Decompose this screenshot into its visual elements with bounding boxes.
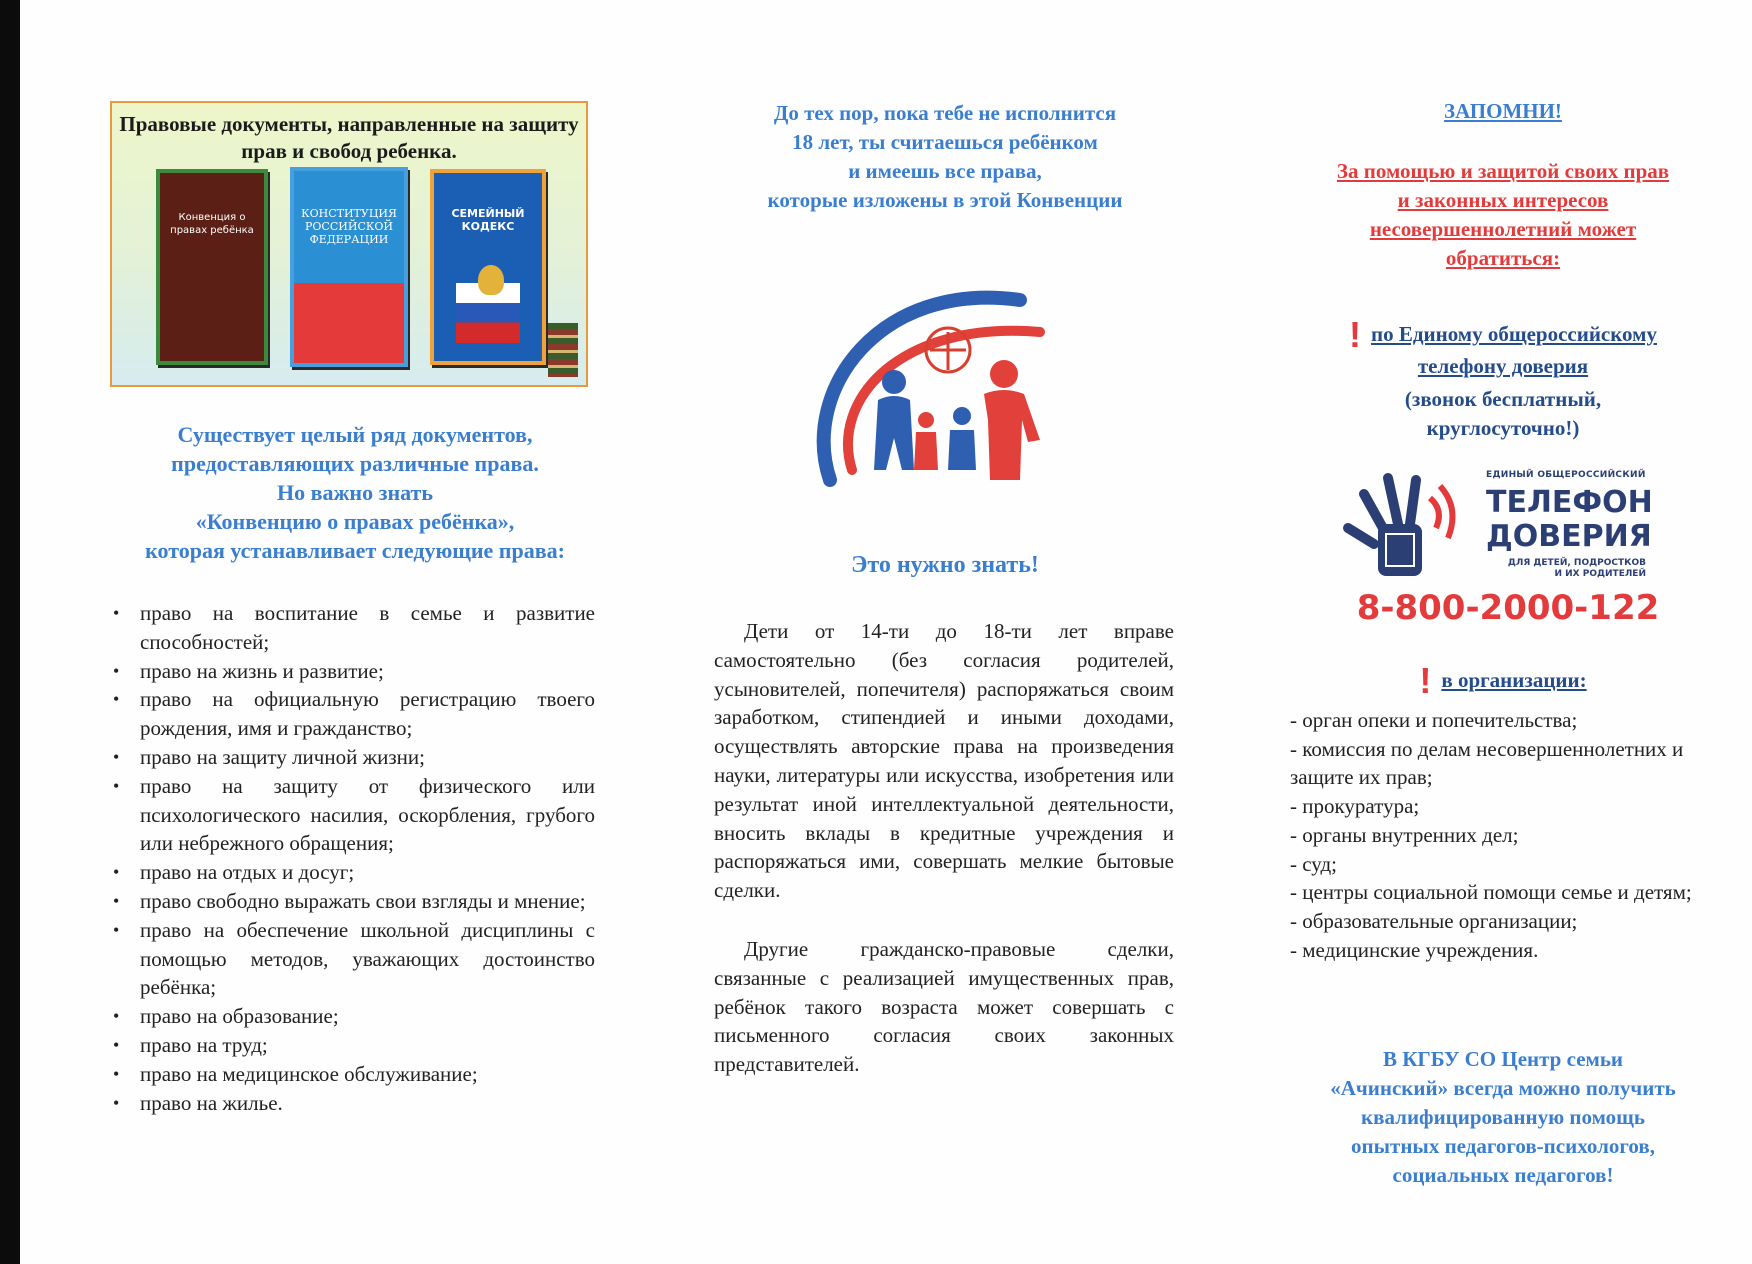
left-intro-line: Но важно знать: [276, 480, 433, 505]
center-line: квалифицированную помощь: [1361, 1105, 1645, 1129]
left-intro-line: Существует целый ряд документов,: [177, 422, 533, 447]
help-line: обратиться:: [1445, 246, 1561, 270]
helpline-title: [1486, 486, 1653, 554]
helpline-small-text: ЕДИНЫЙ ОБЩЕРОССИЙСКИЙ: [1486, 470, 1646, 480]
list-item: [113, 1031, 595, 1060]
book1-title: Конвенция о правах ребёнка: [170, 212, 254, 236]
left-intro-line: «Конвенцию о правах ребёнка»,: [195, 509, 515, 534]
helpline-tag-line: И ИХ РОДИТЕЛЕЙ: [1554, 569, 1646, 579]
know-heading: Это нужно знать!: [851, 552, 1039, 578]
convention-book-image: [156, 169, 268, 365]
family-center-text: [1288, 1045, 1718, 1190]
left-intro: [110, 420, 600, 565]
helpline-title-line: ТЕЛЕФОН: [1486, 485, 1653, 520]
helpline-tag-line: ДЛЯ ДЕТЕЙ, ПОДРОСТКОВ: [1507, 558, 1646, 568]
book3-title: СЕМЕЙНЫЙ КОДЕКС: [451, 207, 525, 233]
right-text: право на воспитание в семье и развитие способностей;: [140, 601, 595, 654]
center-line: В КГБУ СО Центр семьи: [1382, 1047, 1624, 1071]
parent-left-head: [882, 370, 906, 394]
helpline-title-line: ДОВЕРИЯ: [1486, 519, 1652, 554]
list-item: [113, 743, 595, 772]
bullet-icon: •: [113, 1092, 120, 1113]
bullet-icon: •: [113, 1034, 120, 1055]
list-item: [113, 1060, 595, 1089]
list-item: - прокуратура;: [1290, 794, 1420, 819]
helpline-tagline: [1486, 558, 1646, 580]
child-right-body: [948, 430, 976, 470]
parent-right-head: [990, 360, 1018, 388]
right-text: право на защиту личной жизни;: [140, 744, 425, 769]
keypad-icon: [1378, 524, 1422, 576]
right-text: право на медицинское обслуживание;: [140, 1061, 478, 1086]
list-item: - медицинские учреждения.: [1290, 937, 1539, 962]
right-text: право свободно выражать свои взгляды и мнение;: [140, 888, 586, 913]
list-item: - образовательные организации;: [1290, 908, 1578, 933]
orgs-heading-text: в организации:: [1441, 668, 1587, 692]
help-line: За помощью и защитой своих прав: [1336, 159, 1670, 183]
list-item: [113, 1089, 595, 1118]
right-text: право на образование;: [140, 1004, 339, 1029]
documents-banner: [110, 101, 588, 387]
hotline-line2: телефону доверия: [1417, 354, 1589, 378]
hotline-line1: по Единому общероссийскому: [1371, 322, 1657, 346]
bullet-icon: •: [113, 746, 120, 767]
help-line: несовершеннолетний может: [1369, 217, 1637, 241]
hand-finger: [1410, 480, 1416, 524]
list-item: [113, 1002, 595, 1031]
bullet-icon: •: [113, 775, 120, 796]
bullet-icon: •: [113, 919, 120, 940]
banner-title: Правовые документы, направленные на защиту прав и свобод ребенка.: [119, 112, 579, 163]
list-item: [113, 685, 595, 743]
bullet-icon: •: [113, 1006, 120, 1027]
orgs-heading: [1288, 660, 1718, 701]
parent-left-body: [874, 396, 914, 470]
list-item: [113, 772, 595, 858]
right-text: право на жилье.: [140, 1090, 283, 1115]
book2-stripe: [294, 283, 404, 363]
family-code-book-image: [430, 169, 546, 365]
right-text: право на труд;: [140, 1032, 268, 1057]
list-item: - суд;: [1290, 851, 1337, 876]
age-rights-paragraph: Дети от 14-ти до 18-ти лет вправе самостоятельно (без согласия родителей, усыновителей, попечителя) распоряжаться своим заработком, стипендией и иными доходами, осуществлять авторские права на произведения науки, литературы или искусства, изобретения или результат иной интеллектуальной деятельности, вносить вклады в кредитные учреждения и распоряжаться ими, совершать мелкие бытовые сделки.: [714, 619, 1174, 903]
right-text: право на отдых и досуг;: [140, 860, 355, 885]
middle-intro-line: До тех пор, пока тебе не исполнится: [773, 101, 1117, 125]
orgs-list: [1290, 706, 1710, 964]
bullet-icon: •: [113, 1063, 120, 1084]
left-intro-line: которая устанавливает следующие права:: [145, 538, 565, 563]
hotline-heading: [1288, 314, 1718, 382]
center-line: опытных педагогов-психологов,: [1351, 1134, 1655, 1158]
list-item: - органы внутренних дел;: [1290, 822, 1519, 847]
bullet-icon: •: [113, 603, 120, 623]
bullet-icon: •: [113, 660, 120, 681]
book-stack-icon: [548, 323, 578, 377]
center-line: социальных педагогов!: [1392, 1163, 1614, 1187]
list-item: - центры социальной помощи семье и детям;: [1290, 880, 1692, 905]
emblem-icon: [478, 265, 504, 295]
list-item: [113, 887, 595, 916]
constitution-book-image: [290, 167, 408, 367]
list-item: - орган опеки и попечительства;: [1290, 708, 1578, 732]
list-item: [113, 599, 595, 657]
help-heading: [1288, 157, 1718, 273]
middle-intro: [710, 99, 1180, 215]
hotline-note: [1288, 385, 1718, 443]
book2-title: КОНСТИТУЦИЯ РОССИЙСКОЙ ФЕДЕРАЦИИ: [301, 207, 397, 246]
list-item: [113, 858, 595, 887]
right-text: право на защиту от физического или психологического насилия, оскорбления, грубого или небрежного обращения;: [140, 773, 595, 856]
hand-phone-icon: [1338, 468, 1468, 588]
signal-wave: [1440, 486, 1453, 538]
exclamation-icon: !: [1419, 660, 1432, 701]
scan-edge: [0, 0, 20, 1264]
helpline-phone-number: 8-800-2000-122: [1356, 588, 1660, 628]
family-justice-logo: [790, 270, 1110, 510]
transactions-paragraph: Другие гражданско-правовые сделки, связанные с реализацией имущественных прав, ребёнок такого возраста может совершать с письменного согласия своих законных представителей.: [714, 937, 1174, 1077]
exclamation-icon: !: [1349, 314, 1362, 355]
parent-right-body: [984, 390, 1040, 480]
hotline-note-line: круглосуточно!): [1426, 416, 1580, 440]
right-text: право на обеспечение школьной дисциплины с помощью методов, уважающих достоинство ребёнка;: [140, 917, 595, 1000]
bullet-icon: •: [113, 689, 120, 710]
hand-finger: [1364, 494, 1384, 530]
hand-finger: [1348, 528, 1374, 544]
middle-intro-line: которые изложены в этой Конвенции: [767, 188, 1123, 212]
bullet-icon: •: [113, 890, 120, 911]
center-line: «Ачинский» всегда можно получить: [1330, 1076, 1676, 1100]
rights-list: [113, 599, 595, 1117]
middle-intro-line: и имеешь все права,: [848, 159, 1042, 183]
child-left-body: [914, 432, 938, 470]
hotline-note-line: (звонок бесплатный,: [1404, 387, 1602, 411]
right-text: право на жизнь и развитие;: [140, 658, 384, 683]
help-line: и законных интересов: [1397, 188, 1609, 212]
child-left-head: [918, 412, 934, 428]
helpline-logo: [1338, 464, 1678, 634]
hand-finger: [1388, 478, 1398, 524]
child-right-head: [953, 407, 971, 425]
right-text: право на официальную регистрацию твоего рождения, имя и гражданство;: [140, 687, 595, 741]
left-intro-line: предоставляющих различные права.: [171, 451, 539, 476]
list-item: [113, 916, 595, 1002]
bullet-icon: •: [113, 862, 120, 883]
remember-heading: ЗАПОМНИ!: [1444, 99, 1562, 123]
list-item: - комиссия по делам несовершеннолетних и защите их прав;: [1290, 736, 1684, 790]
list-item: [113, 657, 595, 686]
signal-wave: [1430, 498, 1439, 528]
middle-intro-line: 18 лет, ты считаешься ребёнком: [792, 130, 1098, 154]
